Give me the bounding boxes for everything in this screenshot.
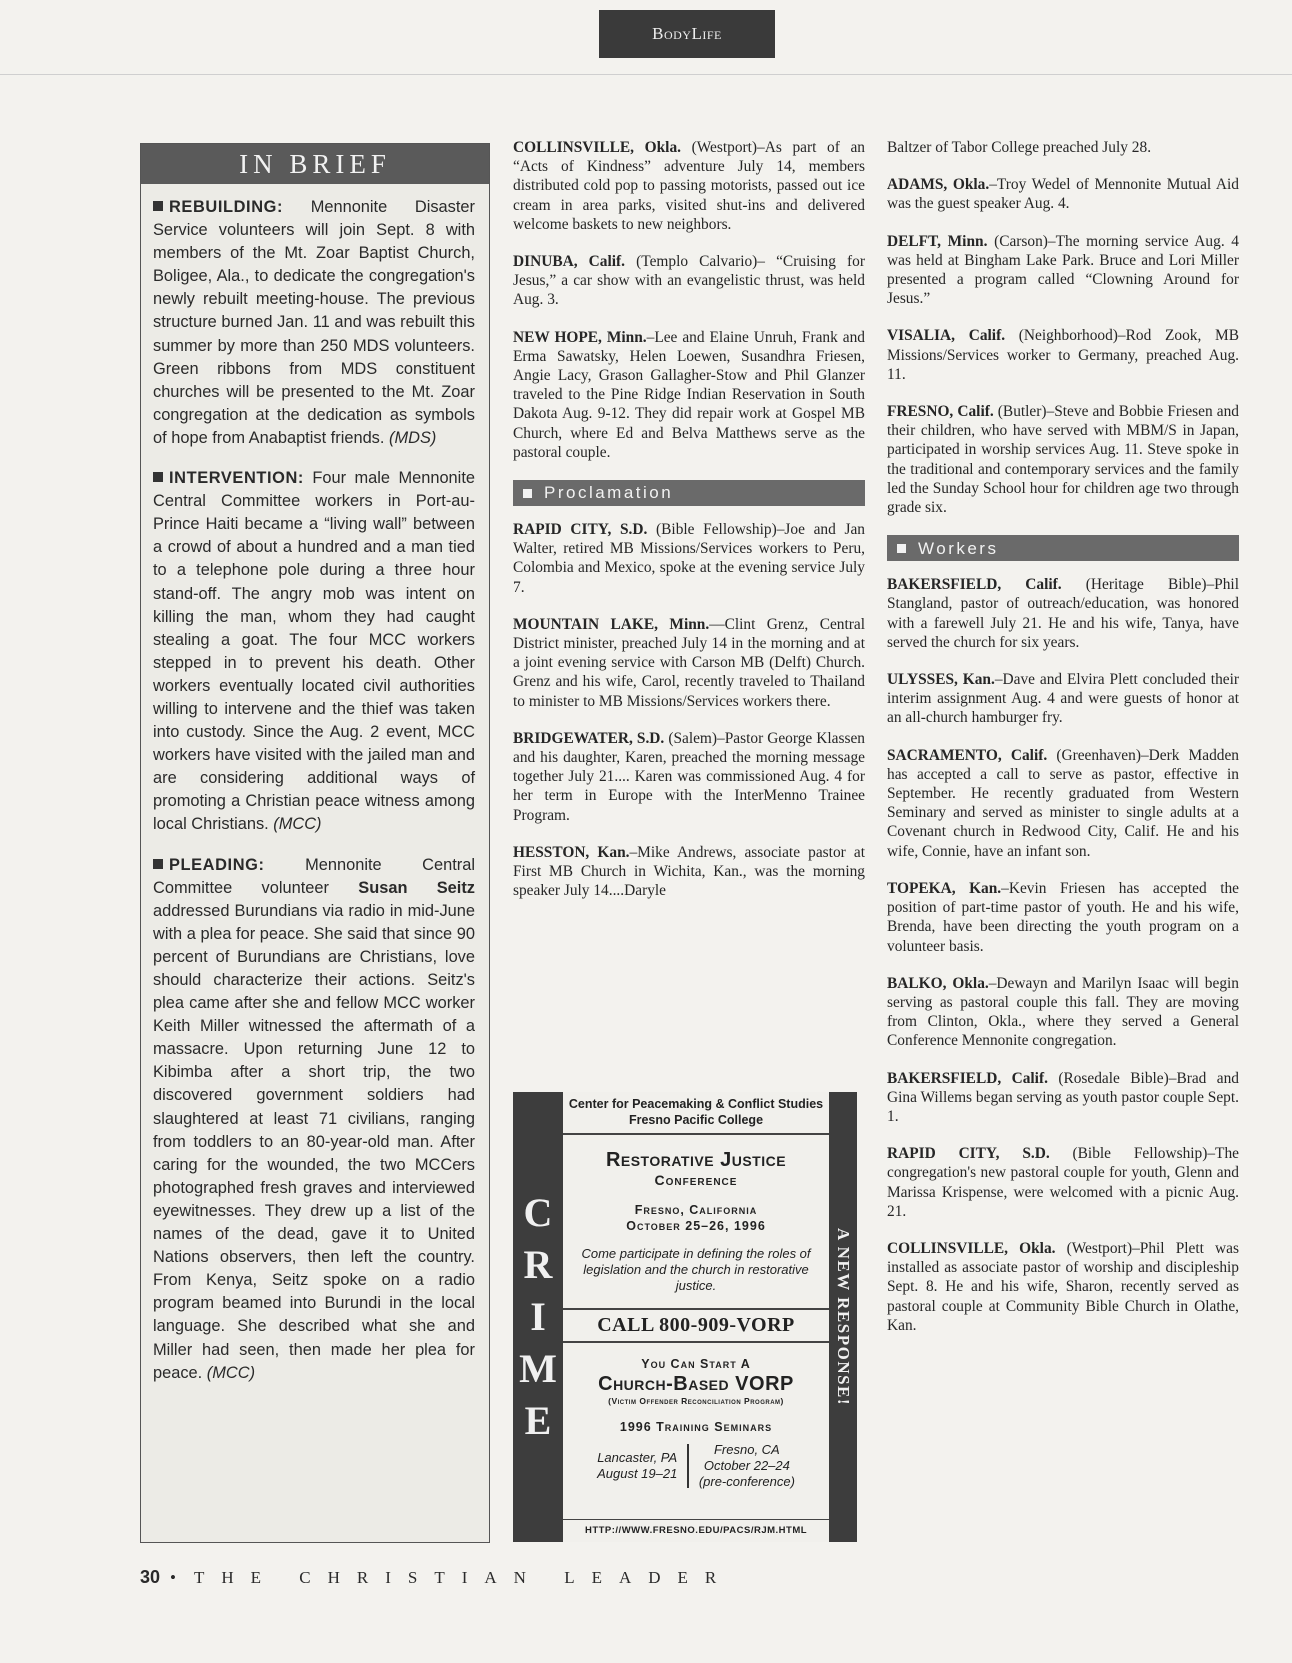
news-item	[513, 843, 865, 901]
news-text: Baltzer of Tabor College preached July 28.	[887, 139, 1152, 156]
news-place: DELFT, Minn.	[887, 232, 988, 250]
news-item	[887, 1144, 1239, 1221]
news-text: —Clint Grenz, Central District minister, preached July 14 in the morning and at a joint evening service with Carson MB (Delft) Church. Grenz and his wife, Carol, recently traveled to Thailand to minister to MB Missions/Services workers there.	[513, 615, 865, 710]
news-text: (Butler)–Steve and Bobbie Friesen and their children, who have served with MBM/S in Japan, participated in worship services Aug. 11. Steve spoke in the traditional and contemporary services and the family led the Sunday School hour for children age two through grade six.	[887, 403, 1239, 517]
news-item	[887, 1239, 1239, 1335]
bullet-square-icon	[153, 472, 163, 482]
news-text: (Westport)–Phil Plett was installed as associate pastor of worship and discipleship Sept. 8. He and his wife, Sharon, recently served as pastoral couple at Community Bible Church in Olathe, Kan.	[887, 1239, 1239, 1334]
bullet-square-icon	[153, 201, 163, 211]
page-footer	[140, 1567, 733, 1588]
restorative-justice-ad	[513, 1092, 857, 1542]
ad-seminar-note: (pre-conference)	[698, 1473, 795, 1489]
news-place: SACRAMENTO, Calif.	[887, 746, 1048, 764]
ad-org-line2: Fresno Pacific College	[628, 1113, 764, 1127]
news-text: (Carson)–The morning service Aug. 4 was held at Bingham Lake Park. Bruce and Lori Miller presented a program called “Clowning Around for Jesus.”	[887, 232, 1239, 308]
section-bar-proclamation	[513, 480, 865, 506]
brief-name: Susan Seitz	[358, 878, 475, 897]
ad-dates: October 25–26, 1996	[626, 1218, 766, 1233]
news-item	[513, 252, 865, 310]
news-place: TOPEKA, Kan.	[887, 879, 1002, 897]
news-text: (Salem)–Pastor George Klassen and his daughter, Karen, preached the morning message together July 21.... Karen was commissioned Aug. 4 for her term in Europe with the InterMenno Trainee Program.	[513, 729, 865, 824]
news-place: VISALIA, Calif.	[887, 327, 1006, 345]
ad-crime-letter: C	[523, 1190, 553, 1235]
ad-invite: Come participate in defining the roles of legislation and the church in restorative justice.	[581, 1245, 811, 1293]
news-item	[887, 138, 1239, 157]
news-text: –Lee and Elaine Unruh, Frank and Erma Sawatsky, Helen Loewen, Susandhra Friesen, Angie Lacy, Grason Gallagher-Stow and Phil Glanzer traveled to the Pine Ridge Indian Reservation in South Dakota Aug. 9-12. They did repair work at Gospel MB Church, where Ed and Belva Matthews serve as the pastoral couple.	[513, 328, 865, 461]
ad-url: HTTP://WWW.FRESNO.EDU/PACS/RJM.HTML	[584, 1525, 808, 1536]
news-text: (Bible Fellowship)–Joe and Jan Walter, retired MB Missions/Services workers to Peru, Colombia and Mexico, spoke at the evening service July 7.	[513, 521, 865, 596]
news-item	[887, 175, 1239, 213]
news-place: BAKERSFIELD, Calif.	[887, 1069, 1048, 1087]
in-brief-box	[140, 143, 490, 1543]
ad-location-block	[563, 1202, 829, 1234]
news-place: COLLINSVILLE, Okla.	[887, 1239, 1056, 1257]
news-place: FRESNO, Calif.	[887, 403, 994, 421]
news-place: ADAMS, Okla.	[887, 176, 990, 194]
brief-text: Mennonite Disaster Service volunteers will join Sept. 8 with members of the Mt. Zoar Baptist Church, Boligee, Ala., to dedicate the congregation's newly rebuilt meeting-house. The previous structure burned Jan. 11 and was rebuilt this summer by more than 250 MDS volunteers. Green ribbons from MDS constituent churches will be presented to the Mt. Zoar congregation at the dedication as symbols of hope from Anabaptist friends.	[153, 198, 475, 447]
ad-vorp-subtitle: (Victim Offender Reconciliation Program)	[608, 1395, 784, 1406]
ad-seminar-1	[587, 1450, 687, 1482]
brief-source: (MDS)	[389, 428, 437, 447]
brief-source: (MCC)	[273, 815, 322, 834]
ad-seminar-dates	[563, 1442, 829, 1490]
ad-seminar-date: August 19–21	[597, 1465, 678, 1481]
news-text: (Neighborhood)–Rod Zook, MB Missions/Services worker to Germany, preached Aug. 11.	[887, 327, 1239, 383]
news-text: (Heritage Bible)–Phil Stangland, pastor of outreach/education, was honored with a farewell July 21. He and his wife, Tanya, have served the church for six years.	[887, 576, 1239, 651]
news-item	[887, 232, 1239, 309]
brief-source: (MCC)	[206, 1363, 256, 1382]
brief-item-intervention	[153, 467, 475, 837]
header-rule	[0, 74, 1292, 75]
news-text: –Kevin Friesen has accepted the position of part-time pastor of youth. He and his wife, Brenda, have been directing the youth program on a volunteer basis.	[887, 879, 1239, 955]
news-place: DINUBA, Calif.	[513, 253, 626, 271]
footer-bullet: •	[170, 1568, 176, 1587]
news-place: BRIDGEWATER, S.D.	[513, 729, 665, 747]
news-item	[887, 1069, 1239, 1127]
news-text: (Templo Calvario)– “Cruising for Jesus,” a car show with an evangelistic thrust, was held Aug. 3.	[513, 253, 866, 309]
news-item	[513, 138, 865, 234]
ad-new-response-text: A NEW RESPONSE!	[834, 1227, 853, 1407]
ad-seminar-place: Fresno, CA	[713, 1441, 780, 1457]
ad-call-number: CALL 800-909-VORP	[597, 1313, 795, 1336]
ad-seminar-place: Lancaster, PA	[597, 1449, 678, 1465]
news-place: BAKERSFIELD, Calif.	[887, 576, 1062, 594]
section-header-tab	[599, 10, 775, 58]
section-bar-workers	[887, 535, 1239, 561]
ad-seminar-2	[689, 1442, 805, 1490]
news-text: –Dewayn and Marilyn Isaac will begin serving as pastoral couple this fall. They are moving from Clinton, Okla., where they served a General Conference Mennonite congregation.	[887, 974, 1239, 1050]
ad-conference-title: Restorative Justice	[605, 1148, 787, 1171]
news-item	[887, 879, 1239, 956]
brief-text: Four male Mennonite Central Committee workers in Port-au-Prince Haiti became a “living wall” between a crowd of about a hundred and a man tied to a telephone pole during a three hour stand-off. The angry mob was intent on killing the man, whom they had caught stealing a goat. The four MCC workers stepped in to prevent his death. Other workers eventually located civil authorities willing to intervene and the thief was taken into custody. Since the Aug. 2 event, MCC workers have visited with the jailed man and are considering additional ways of promoting a Christian peace witness among local Christians.	[153, 469, 475, 834]
news-item	[887, 402, 1239, 517]
news-item	[513, 328, 865, 462]
news-item	[887, 670, 1239, 728]
brief-text-before: Mennonite Central Committee volunteer	[153, 855, 475, 897]
news-item	[513, 520, 865, 597]
news-text: (Greenhaven)–Derk Madden has accepted a call to serve as pastor, effective in September. He recently graduated from Western Seminary and served as minister to single adults at a Covenant church in Redwood City, Calif. He and his wife, Connie, have an infant son.	[887, 746, 1239, 860]
bullet-square-icon	[153, 859, 163, 869]
page-number: 30	[140, 1567, 161, 1587]
ad-conference-sub: Conference	[654, 1171, 738, 1188]
ad-crime-letter: E	[524, 1398, 552, 1443]
news-item	[887, 326, 1239, 384]
section-title: BodyLife	[652, 24, 722, 43]
ad-call-box	[563, 1308, 829, 1343]
brief-item-rebuilding	[153, 196, 475, 450]
news-place: ULYSSES, Kan.	[887, 671, 995, 689]
news-item	[887, 974, 1239, 1051]
brief-keyword: REBUILDING:	[169, 198, 284, 216]
right-column	[887, 138, 1239, 1353]
news-place: NEW HOPE, Minn.	[513, 328, 647, 346]
brief-keyword: PLEADING:	[169, 855, 265, 874]
news-place: HESSTON, Kan.	[513, 843, 630, 861]
brief-text: addressed Burundians via radio in mid-June with a plea for peace. She said that since 90 percent of Burundians are Christians, love should characterize their actions. Seitz's plea came after she and fellow MCC worker Keith Miller witnessed the aftermath of a massacre. Upon returning June 12 to Kibimba after a short trip, the two discovered government soldiers had slaughtered at least 71 civilians, ranging from toddlers to an 80-year-old man. After caring for the wounded, the two MCCers photographed fresh graves and interviewed eyewitnesses. They drew up a list of the names of the dead, gave it to United Nations observers, then left the country. From Kenya, Seitz spoke on a radio program beamed into Burundi in the local language. She described what she and Miller had seen, then made her plea for peace.	[153, 901, 475, 1382]
news-place: RAPID CITY, S.D.	[887, 1145, 1050, 1163]
news-text: –Mike Andrews, associate pastor at First MB Church in Wichita, Kan., was the morning speaker July 14....Daryle	[513, 843, 865, 900]
news-place: RAPID CITY, S.D.	[513, 521, 648, 539]
news-place: BALKO, Okla.	[887, 974, 989, 992]
ad-crime-letter: R	[523, 1242, 553, 1287]
middle-column	[513, 138, 865, 919]
news-text: (Rosedale Bible)–Brad and Gina Willems began serving as youth pastor couple Sept. 1.	[887, 1069, 1239, 1125]
ad-start-line: You Can Start A	[641, 1356, 751, 1371]
ad-seminars-title: 1996 Training Seminars	[619, 1419, 773, 1434]
brief-keyword: INTERVENTION:	[169, 469, 304, 488]
section-bar-label: Workers	[918, 538, 999, 558]
ad-divider	[563, 1133, 829, 1135]
ad-vorp-title: Church-Based VORP	[598, 1372, 794, 1395]
ad-seminar-date: October 22–24	[703, 1457, 790, 1473]
in-brief-title: IN BRIEF	[141, 144, 489, 184]
ad-divider	[563, 1519, 829, 1521]
news-text: –Troy Wedel of Mennonite Mutual Aid was the guest speaker Aug. 4.	[887, 176, 1239, 213]
in-brief-body	[141, 184, 489, 1385]
news-item	[513, 615, 865, 711]
news-text: –Dave and Elvira Plett concluded their interim assignment Aug. 4 and were guests of honor at an all-church hamburger fry.	[887, 671, 1239, 727]
ad-location: Fresno, California	[634, 1202, 758, 1217]
ad-inner-panel	[563, 1092, 829, 1542]
news-text: (Bible Fellowship)–The congregation's new pastoral couple for youth, Glenn and Marissa Krispense, were welcomed with a picnic Aug. 21.	[887, 1145, 1239, 1220]
news-item	[887, 746, 1239, 861]
brief-item-pleading	[153, 854, 475, 1385]
section-bar-label: Proclamation	[544, 483, 674, 503]
news-place: COLLINSVILLE, Okla.	[513, 139, 681, 156]
ad-new-response-vertical	[829, 1092, 857, 1542]
ad-org	[563, 1092, 829, 1128]
news-item	[513, 729, 865, 825]
bullet-square-icon	[523, 489, 532, 498]
news-place: MOUNTAIN LAKE, Minn.	[513, 615, 710, 633]
news-text: (Westport)–As part of an “Acts of Kindness” adventure July 14, members distributed cold pop to passing motorists, passed out ice cream in area parks, visited shut-ins and delivered welcome baskets to new neighbors.	[513, 139, 865, 233]
ad-org-line1: Center for Peacemaking & Conflict Studies	[568, 1097, 824, 1111]
bullet-square-icon	[897, 544, 906, 553]
ad-crime-letter: M	[519, 1346, 557, 1391]
ad-crime-vertical	[513, 1092, 563, 1542]
news-item	[887, 575, 1239, 652]
publication-name: THE CHRISTIAN LEADER	[193, 1568, 734, 1587]
ad-crime-letter: I	[530, 1294, 546, 1339]
